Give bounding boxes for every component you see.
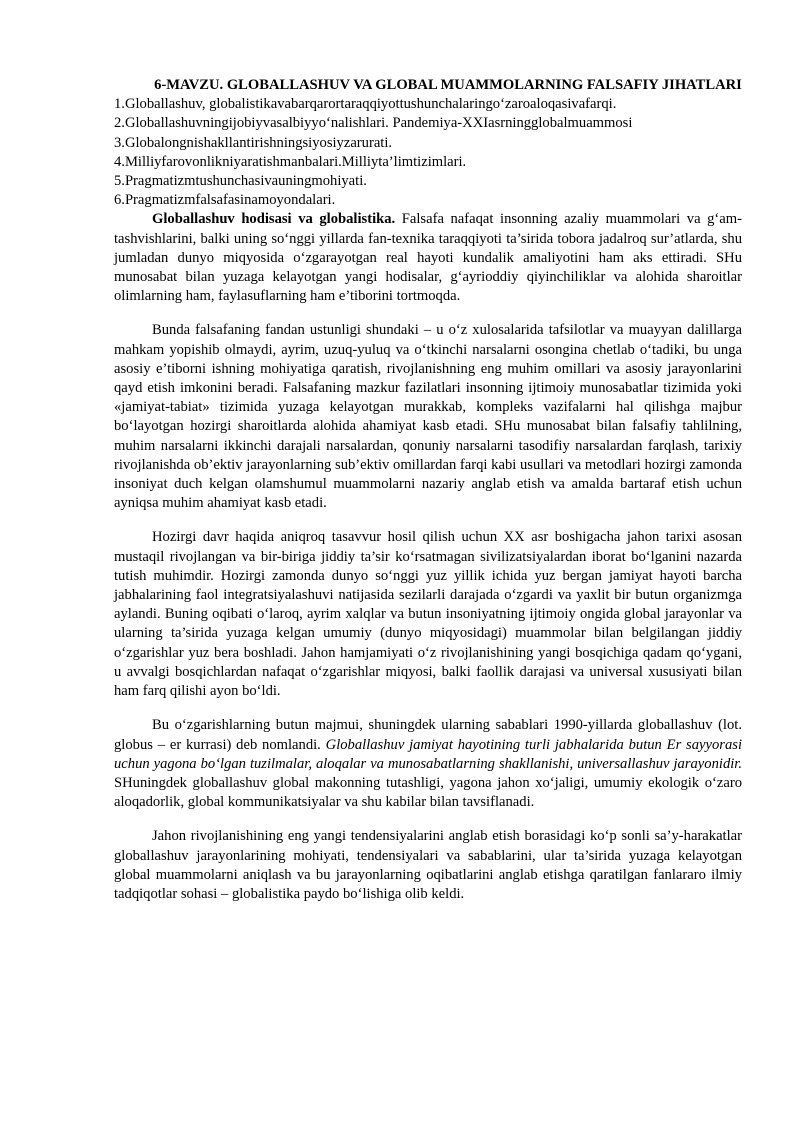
topic-item: 5.Pragmatizmtushunchasivauningmohiyati.	[114, 173, 367, 190]
document-page	[114, 76, 742, 904]
paragraph-text: SHuningdek globallashuv global makonning tutashligi, yagona jahon xo‘jaligi, umumiy ekologik o‘zaro aloqadorlik, global kommunikatsiyalar va shu kabilar bilan tavsiflanadi.	[114, 774, 742, 811]
topic-item: 6.Pragmatizmfalsafasinamoyondalari.	[114, 192, 336, 209]
topic-item: 1.Globallashuv, globalistikavabarqarortaraqqiyottushunchalaringo‘zaroaloqasivafarqi.	[114, 96, 617, 113]
topic-item: 4.Milliyfarovonlikniyaratishmanbalari.Milliyta’limtizimlari.	[114, 153, 467, 170]
paragraph-text: Falsafa nafaqat insonning azaliy muammolari va g‘am-tashvishlarini, balki uning so‘nggi yillarda fan-texnika taraqqiyoti ta’sirida tobora jadalroq sur’atlarda, shu jumladan dunyo miqyosida o‘zgarayotgan real hayoti kundalik amaliyotini ham aks ettiradi. SHu munosabat bilan yuzaga kelayotgan yangi hodisalar, g‘ayrioddiy qiyinchiliklar va alohida sharoitlar olimlarning ham, faylasuflarning ham e’tiborini tortmoqda.	[114, 211, 742, 305]
topic-item: 2.Globallashuvningijobiyvasalbiyyo‘nalishlari. Pandemiya-XXIasrningglobalmuammosi	[114, 115, 633, 132]
section-heading: Globallashuv hodisasi va globalistika.	[152, 211, 396, 228]
topic-list	[114, 95, 742, 210]
paragraph-5: Jahon rivojlanishining eng yangi tendensiyalarini anglab etish borasidagi ko‘p sonli sa’y-harakatlar globallashuv jarayonlarining mohiyati, tendensiyalari va sabablarini, ular ta’sirida yuzaga kelayotgan global muammolarni aniqlash va bu jarayonlarning oqibatlarini anglab etishga qaratilgan fanlararo ilmiy tadqiqotlar sohasi – globalistika paydo bo‘lishiga olib keldi.	[114, 828, 742, 902]
paragraph-2: Bunda falsafaning fandan ustunligi shundaki – u o‘z xulosalarida tafsilotlar va muayyan dalillarga mahkam yopishib olmaydi, ayrim, uzuq-yuluq va o‘tkinchi narsalarni osongina chetlab o‘tadiki, bu unga asosiy e’tiborni ishning mohiyatiga qaratish, rivojlanishning eng muhim omillari va asosiy jarayonlarini qayd etish imkonini beradi. Falsafaning mazkur fazilatlari insonning ijtimoiy munosabatlar tizimida yoki «jamiyat-tabiat» tizimida yuzaga kelayotgan murakkab, kompleks vazifalarni hal qilishga majbur bo‘layotgan hozirgi sharoitlarda alohida ahamiyat kasb etadi. SHu munosabat bilan falsafiy tahlilning, muhim narsalarni ikkinchi darajali narsalardan, qonuniy narsalarni tasodifiy narsalardan farqlash, tarixiy rivojlanishda ob’ektiv jarayonlarning sub’ektiv omillardan farqi kabi usullari va metodlari hozirgi zamonda insoniyat duch kelgan olamshumul muammolarni nazariy anglab etish va amalda bartaraf etish uchun ayniqsa muhim ahamiyat kasb etadi.	[114, 322, 742, 512]
paragraph-3: Hozirgi davr haqida aniqroq tasavvur hosil qilish uchun XX asr boshigacha jahon tarixi asosan mustaqil rivojlangan va bir-biriga jiddiy ta’sir ko‘rsatmagan sivilizatsiyalardan iborat bo‘lganini nazarda tutish muhimdir. Hozirgi zamonda dunyo so‘nggi yuz yillik ichida yuz bergan jamiyat hayoti barcha jabhalarining faol integratsiyalashuvi natijasida sezilarli darajada o‘zgardi va yaxlit bir butun organizmga aylandi. Buning oqibati o‘laroq, ayrim xalqlar va butun insoniyatning ijtimoiy ongida global jarayonlar va ularning ta’sirida yuzaga kelgan umumiy (dunyo miqyosidagi) muammolar bilan belgilangan jiddiy o‘zgarishlar yuz bera boshladi. Jahon hamjamiyati o‘z rivojlanishining yangi bosqichiga qadam qo‘ygani, u avvalgi bosqichlardan nafaqat o‘zgarishlar miqyosi, balki faollik darajasi va universal xususiyati bilan ham farq qilishi ayon bo‘ldi.	[114, 529, 742, 700]
paragraph-4	[114, 716, 742, 812]
paragraph-text: Bu o‘zgarishlarning butun majmui, shuningdek ularning sabablari 1990-yillarda globallashuv (lot. globus – er kurrasi) deb nomlandi.	[114, 717, 742, 753]
definition-text: Globallashuv jamiyat hayotining turli jabhalarida butun Er sayyorasi uchun yagona bo‘lgan tuzilmalar, aloqalar va munosabatlarning shakllanishi, universallashuv jarayonidir.	[114, 736, 742, 772]
topic-item: 3.Globalongnishakllantirishningsiyosiyzarurati.	[114, 134, 393, 151]
paragraph-1	[114, 210, 742, 306]
page-title: 6-MAVZU. GLOBALLASHUV VA GLOBAL MUAMMOLARNING FALSAFIY JIHATLARI	[154, 77, 742, 93]
